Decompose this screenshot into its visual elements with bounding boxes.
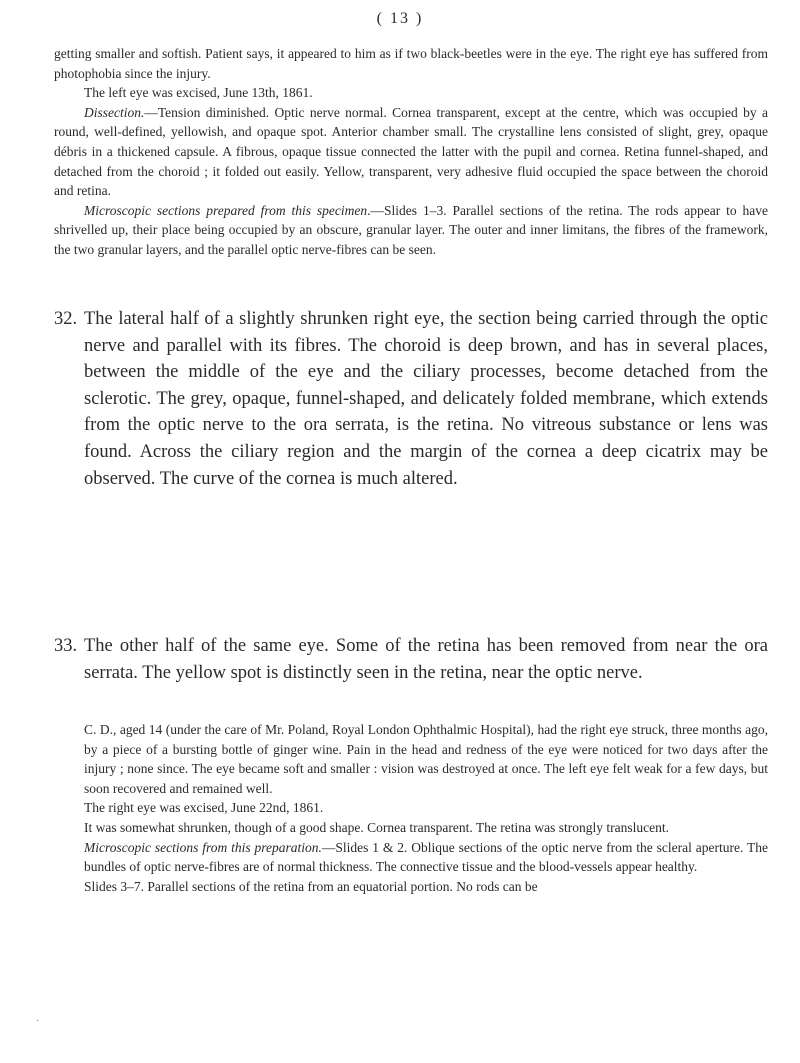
case-history: C. D., aged 14 (under the care of Mr. Poland, Royal London Ophthalmic Hospital), had the right eye struck, three months ago, by a piece of a bursting bottle of ginger wine. Pain in the head and redness of the eye were noticed for two days after the injury ; none since. The eye became soft and smaller : vision was destroyed at once. The left eye felt weak for a few days, but soon recovered and remained well. xyxy=(84,722,768,796)
dissection-paragraph xyxy=(54,103,768,201)
specimen-33-entry xyxy=(54,633,768,686)
case-notes-bottom xyxy=(54,720,768,896)
page-number: ( 13 ) xyxy=(376,10,424,27)
case-notes-top xyxy=(54,44,768,260)
shrunken-note: It was somewhat shrunken, though of a good shape. Cornea transparent. The retina was strongly translucent. xyxy=(84,819,669,835)
microscopic-paragraph-2 xyxy=(84,838,768,877)
ink-speck-mark: · xyxy=(36,1016,40,1027)
microscopic-paragraph xyxy=(54,201,768,260)
microscopic-label-2: Microscopic sections from this preparation. xyxy=(84,839,322,855)
specimen-33-number: 33. xyxy=(54,636,78,656)
specimen-32-entry xyxy=(54,306,768,492)
specimen-33-text: The other half of the same eye. Some of the retina has been removed from near the ora serrata. The yellow spot is distinctly seen in the retina, near the optic nerve. xyxy=(84,636,768,683)
specimen-32-text: The lateral half of a slightly shrunken right eye, the section being carried through the optic nerve and parallel with its fibres. The choroid is deep brown, and has in several places, between the middle of the eye and the ciliary processes, become detached from the sclerotic. The grey, opaque, funnel-shaped, and delicately folded membrane, which extends from the optic nerve to the ora serrata, is the retina. No vitreous substance or lens was found. Across the ciliary region and the margin of the cornea a deep cicatrix may be observed. The curve of the cornea is much altered. xyxy=(84,309,768,489)
dissection-text: —Tension diminished. Optic nerve normal. Cornea transparent, except at the centre, which was occupied by a round, well-defined, yellowish, and opaque spot. Anterior chamber small. The crystalline lens consisted of slight, grey, opaque débris in a thickened capsule. A fibrous, opaque tissue connected the latter with the pupil and cornea. Retina funnel-shaped, and detached from the choroid ; it folded out easily. Yellow, transparent, very adhesive fluid occupied the space between the choroid and retina. xyxy=(54,104,768,199)
case-intro: getting smaller and softish. Patient says, it appeared to him as if two black-beetles were in the eye. The right eye has suffered from photophobia since the injury. xyxy=(54,46,768,81)
specimen-32 xyxy=(54,306,768,492)
case-notes-bottom-body xyxy=(54,720,768,896)
microscopic-label: Microscopic sections prepared from this specimen xyxy=(84,202,368,218)
microscopic-text: .—Slides 1–3. Parallel sections of the retina. The rods appear to have shrivelled up, their place being occupied by an obscure, granular layer. The outer and inner limitans, the fibres of the framework, the two granular layers, and the parallel optic nerve-fibres can be seen. xyxy=(54,202,769,257)
excision-note-2: The right eye was excised, June 22nd, 1861. xyxy=(84,800,324,816)
dissection-label: Dissection. xyxy=(84,104,145,120)
excision-note: The left eye was excised, June 13th, 1861. xyxy=(84,85,313,101)
slides-note: Slides 3–7. Parallel sections of the retina from an equatorial portion. No rods can be xyxy=(84,878,538,894)
microscopic-text-2: —Slides 1 & 2. Oblique sections of the optic nerve from the scleral aperture. The bundles of optic nerve-fibres are of normal thickness. The connective tissue and the blood-vessels appear healthy. xyxy=(84,839,768,875)
specimen-33 xyxy=(54,633,768,686)
specimen-32-number: 32. xyxy=(54,309,78,329)
